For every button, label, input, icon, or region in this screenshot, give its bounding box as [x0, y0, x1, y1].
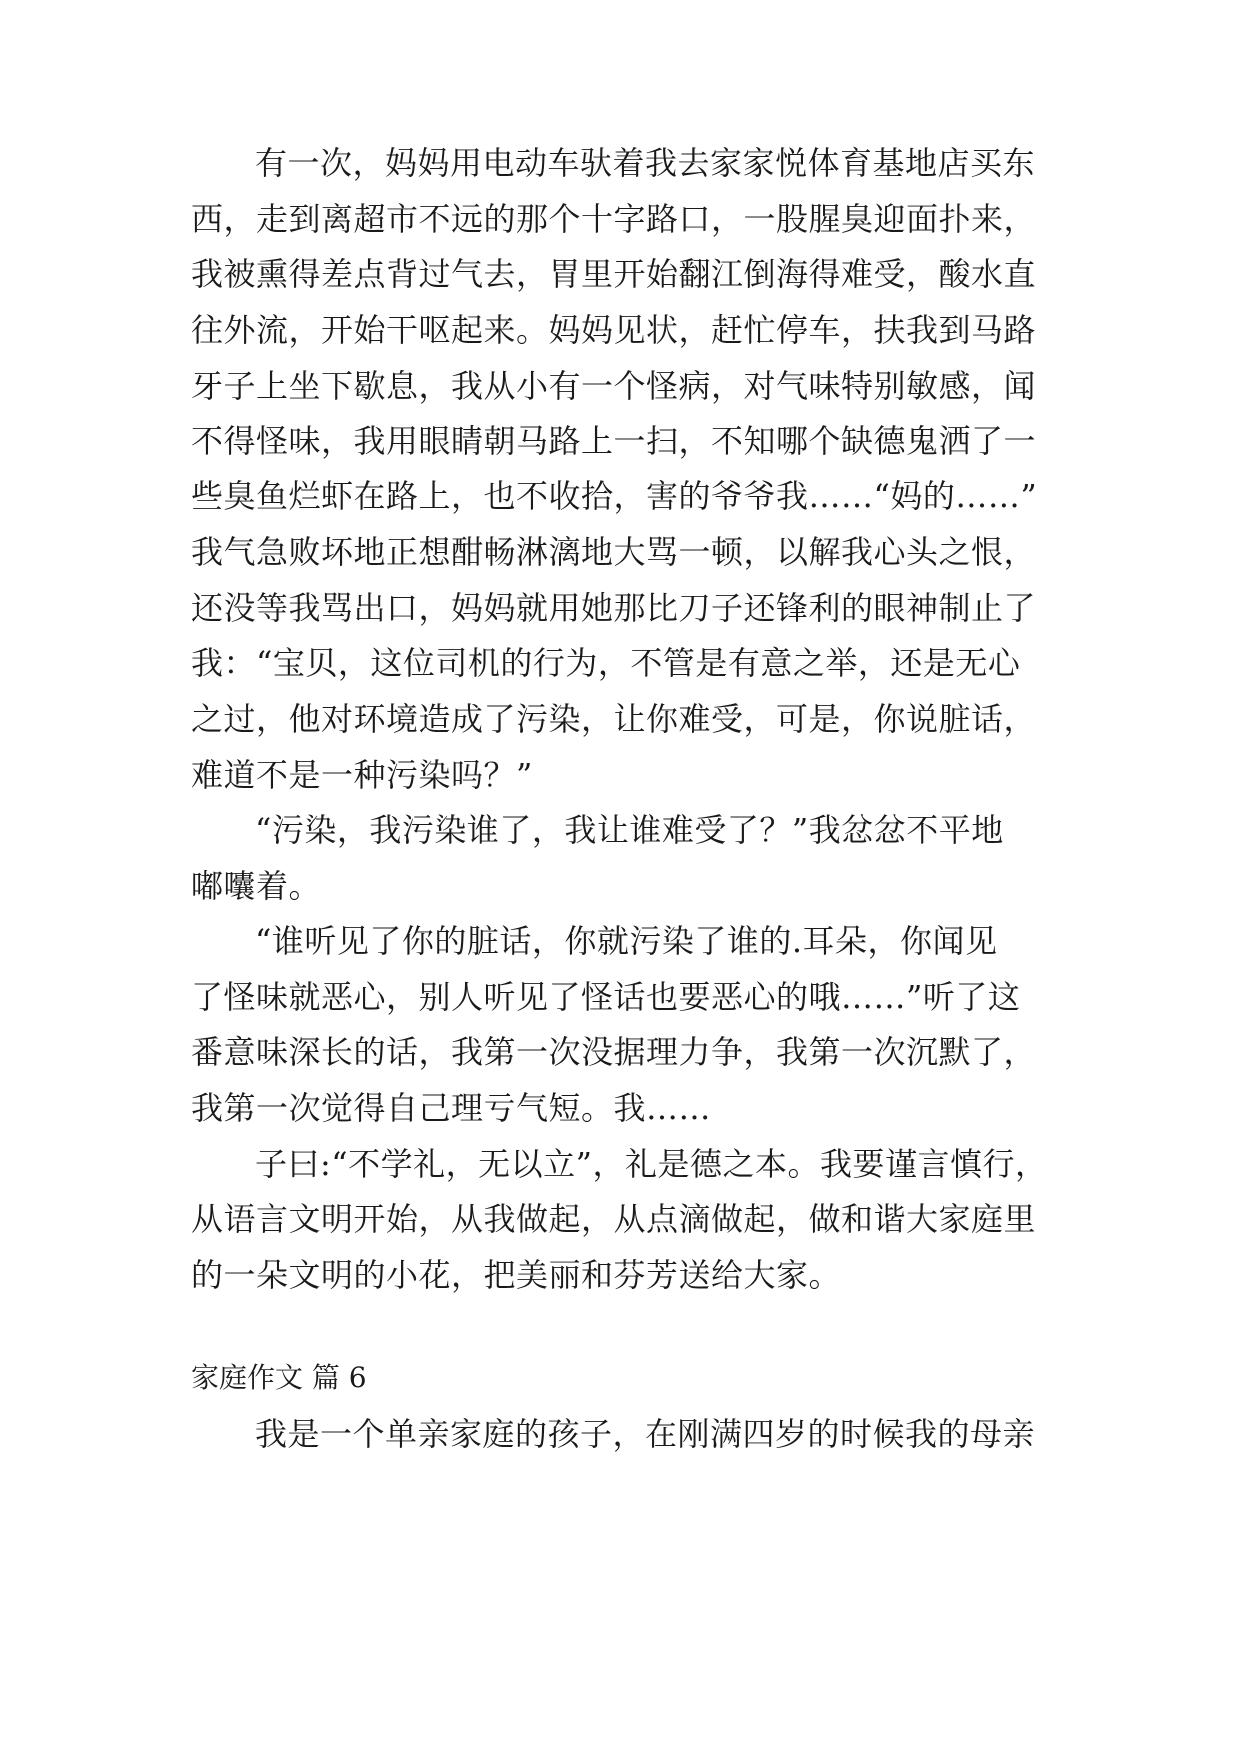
paragraph-1-line-10: 我：“宝贝，这位司机的行为，不管是有意之举，还是无心	[191, 644, 1021, 682]
paragraph-1-line-9: 还没等我骂出口，妈妈就用她那比刀子还锋利的眼神制止了	[191, 589, 1037, 627]
paragraph-3-line-3: 番意味深长的话，我第一次没据理力争，我第一次沉默了，	[191, 1033, 1037, 1071]
paragraph-3-line-2: 了怪味就恶心，别人听见了怪话也要恶心的哦……”听了这	[191, 978, 1021, 1016]
paragraph-1-line-2: 西，走到离超市不远的那个十字路口，一股腥臭迎面扑来，	[191, 200, 1037, 238]
paragraph-1-line-3: 我被熏得差点背过气去，胃里开始翻江倒海得难受，酸水直	[191, 255, 1037, 293]
paragraph-1-line-6: 不得怪味，我用眼睛朝马路上一扫，不知哪个缺德鬼洒了一	[191, 422, 1037, 460]
paragraph-1-line-11: 之过，他对环境造成了污染，让你难受，可是，你说脏话，	[191, 700, 1037, 738]
paragraph-4-line-1: 子曰:“不学礼，无以立”，礼是德之本。我要谨言慎行，	[255, 1145, 1048, 1183]
paragraph-1-line-5: 牙子上坐下歇息，我从小有一个怪病，对气味特别敏感，闻	[191, 367, 1037, 405]
paragraph-4-line-3: 的一朵文明的小花，把美丽和芬芳送给大家。	[191, 1256, 842, 1294]
paragraph-1-line-8: 我气急败坏地正想酣畅淋漓地大骂一顿，以解我心头之恨，	[191, 533, 1037, 571]
paragraph-3-line-1: “谁听见了你的脏话，你就污染了谁的.耳朵，你闻见	[255, 922, 998, 960]
section-heading: 家庭作文 篇 6	[191, 1361, 367, 1394]
paragraph-1-line-4: 往外流，开始干呕起来。妈妈见状，赶忙停车，扶我到马路	[191, 311, 1037, 349]
paragraph-4-line-2: 从语言文明开始，从我做起，从点滴做起，做和谐大家庭里	[191, 1200, 1037, 1238]
paragraph-3-line-4: 我第一次觉得自己理亏气短。我……	[191, 1089, 712, 1127]
paragraph-1-line-7: 些臭鱼烂虾在路上，也不收拾，害的爷爷我……“妈的……”	[191, 477, 1038, 515]
paragraph-2-line-1: “污染，我污染谁了，我让谁难受了？”我忿忿不平地	[255, 811, 1004, 849]
paragraph-1-line-12: 难道不是一种污染吗？”	[191, 756, 533, 794]
paragraph-2-line-2: 嘟囔着。	[191, 867, 322, 905]
next-paragraph-line-1: 我是一个单亲家庭的孩子，在刚满四岁的时候我的母亲	[255, 1415, 1036, 1453]
paragraph-1-line-1: 有一次，妈妈用电动车驮着我去家家悦体育基地店买东	[255, 144, 1036, 182]
